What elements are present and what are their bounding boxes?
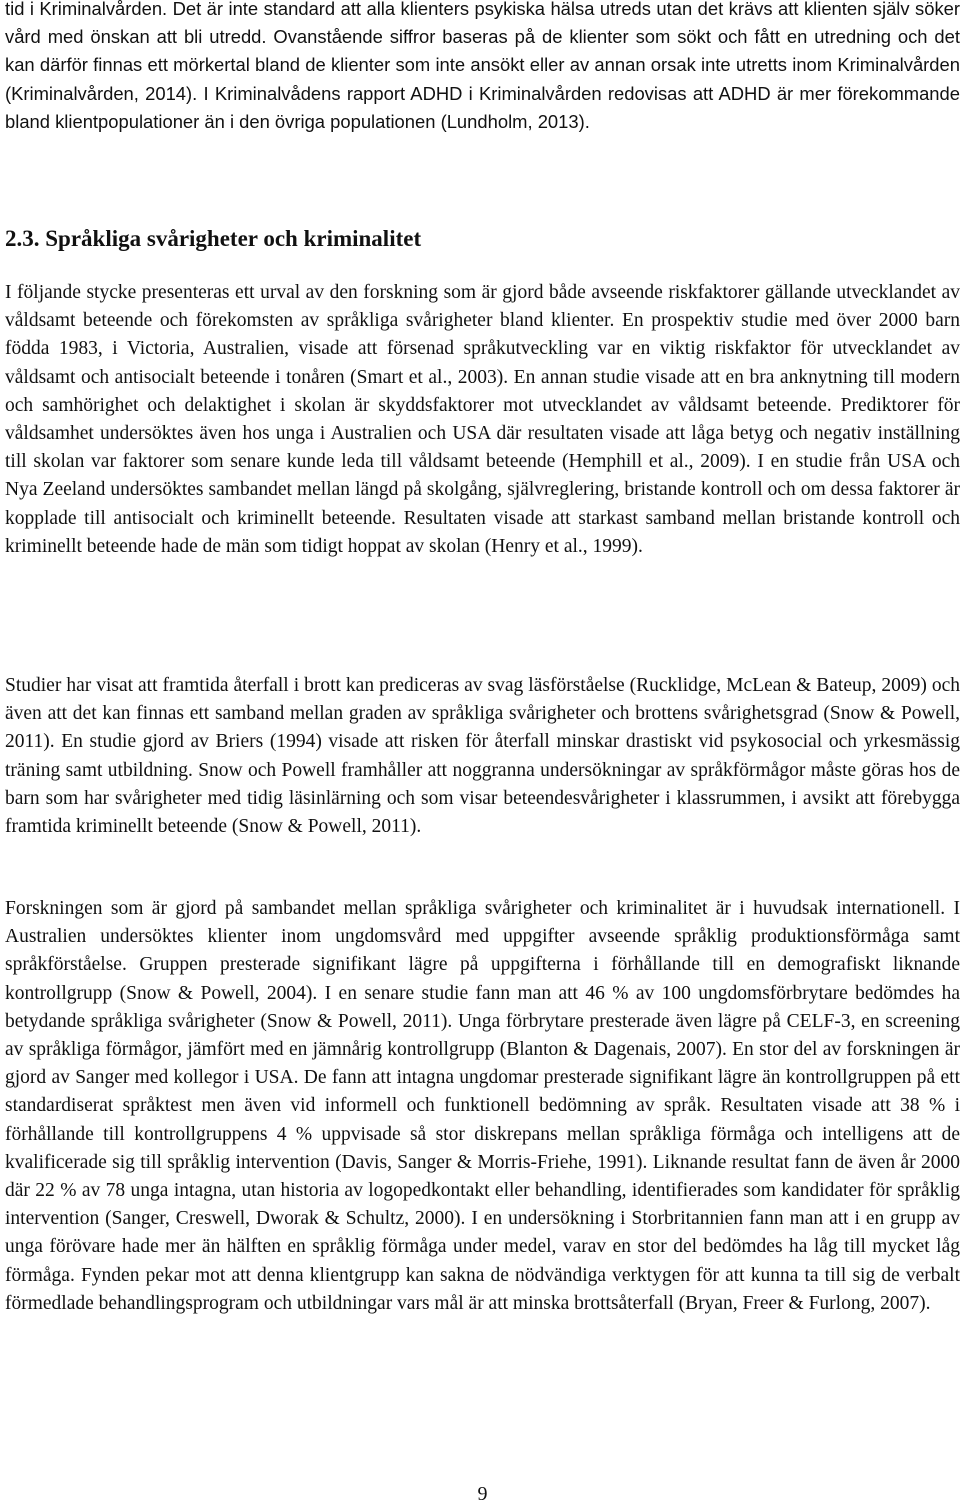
intro-paragraph: tid i Kriminalvården. Det är inte standard att alla klienters psykiska hälsa utreds utan det krävs att klienten själv söker vård med önskan att bli utredd. Ovanstående siffror baseras på de klienter som sökt och fått en utredning och det kan därför finnas ett mörkertal bland de klienter som inte ansökt eller av annan orsak inte utretts inom Kriminalvården (Kriminalvården, 2014). I Kriminalvådens rapport ADHD i Kriminalvården redovisas att ADHD är mer förekommande bland klientpopulationer än i den övriga populationen (Lundholm, 2013). <box>5 0 960 132</box>
document-page <box>5 0 960 1506</box>
section-heading: 2.3. Språkliga svårigheter och kriminalitet <box>5 226 422 251</box>
body-paragraph-2: Studier har visat att framtida återfall i brott kan prediceras av svag läsförståelse (Rucklidge, McLean & Bateup, 2009) och även att det kan finnas ett samband mellan graden av språkliga svårigheter och brottens svårighetsgrad (Snow & Powell, 2011). En studie gjord av Briers (1994) visade att risken för återfall minskar drastiskt vid psykosocial och yrkesmässig träning samt utbildning. Snow och Powell framhåller att noggranna undersökningar av språkförmågor måste göras hos de barn som har svårigheter med tidig läsinlärning och som visar beteendesvårigheter i klassrummen, i avsikt att förebygga framtida kriminellt beteende (Snow & Powell, 2011). <box>5 675 960 838</box>
page-number: 9 <box>477 1483 488 1505</box>
body-paragraph-1: I följande stycke presenteras ett urval av den forskning som är gjord både avseende riskfaktorer gällande utvecklandet av våldsamt beteende och förekomsten av språkliga svårigheter bland klienter. En prospektiv studie med över 2000 barn födda 1983, i Victoria, Australien, visade att försenad språkutveckling var en viktig riskfaktor för utvecklandet av våldsamt och antisocialt beteende i tonåren (Smart et al., 2003). En annan studie visade att en bra anknytning till modern och samhörighet och delaktighet i skolan är skyddsfaktorer mot utvecklandet av våldsamt beteende. Prediktorer för våldsamhet undersöktes även hos unga i Australien och USA där resultaten visade att låga betyg och negativ inställning till skolan var faktorer som senare kunde leda till våldsamt beteende (Hemphill et al., 2009). I en studie från USA och Nya Zeeland undersöktes sambandet mellan längd på skolgång, självreglering, bristande kontroll och om dessa faktorer är kopplade till antisocialt och kriminellt beteende. Resultaten visade att starkast samband mellan bristande kontroll och kriminellt beteende hade de män som tidigt hoppat av skolan (Henry et al., 1999). <box>5 282 960 557</box>
body-paragraph-3: Forskningen som är gjord på sambandet mellan språkliga svårigheter och kriminalitet är i huvudsak internationell. I Australien undersöktes klienter inom ungdomsvård med uppgifter avseende språklig produktionsförmåga samt språkförståelse. Gruppen presterade signifikant lägre på uppgifterna i förhållande till en demografiskt liknande kontrollgrupp (Snow & Powell, 2004). I en senare studie fann man att 46 % av 100 ungdomsförbrytare bedömdes ha betydande språkliga svårigheter (Snow & Powell, 2011). Unga förbrytare presterade även lägre på CELF-3, en screening av språkliga förmågor, jämfört med en jämnårig kontrollgrupp (Blanton & Dagenais, 2007). En stor del av forskningen är gjord av Sanger med kollegor i USA. De fann att intagna ungdomar presterade signifikant lägre än kontrollgruppen på ett standardiserat språktest men även vid informell och funktionell bedömning av språk. Resultaten visade att 38 % i förhållande till kontrollgruppens 4 % uppvisade så stor diskrepans mellan språkliga förmåga och intelligens att de kvalificerade sig till språklig intervention (Davis, Sanger & Morris-Friehe, 1991). Liknande resultat fann de även år 2000 där 22 % av 78 unga intagna, utan historia av logopedkontakt eller behandling, identifierades som kandidater för språklig intervention (Sanger, Creswell, Dworak & Schultz, 2000). I en undersökning i Storbritannien fann man att i en grupp av unga förövare hade mer än hälften en språklig förmåga under medel, varav en stor del bedömdes ha låg till mycket låg förmåga. Fynden pekar mot att denna klientgrupp kan sakna de nödvändiga verktygen för att kunna ta till sig de verbalt förmedlade behandlingsprogram och utbildningar vars mål är att minska brottsåterfall (Bryan, Freer & Furlong, 2007). <box>5 898 960 1314</box>
